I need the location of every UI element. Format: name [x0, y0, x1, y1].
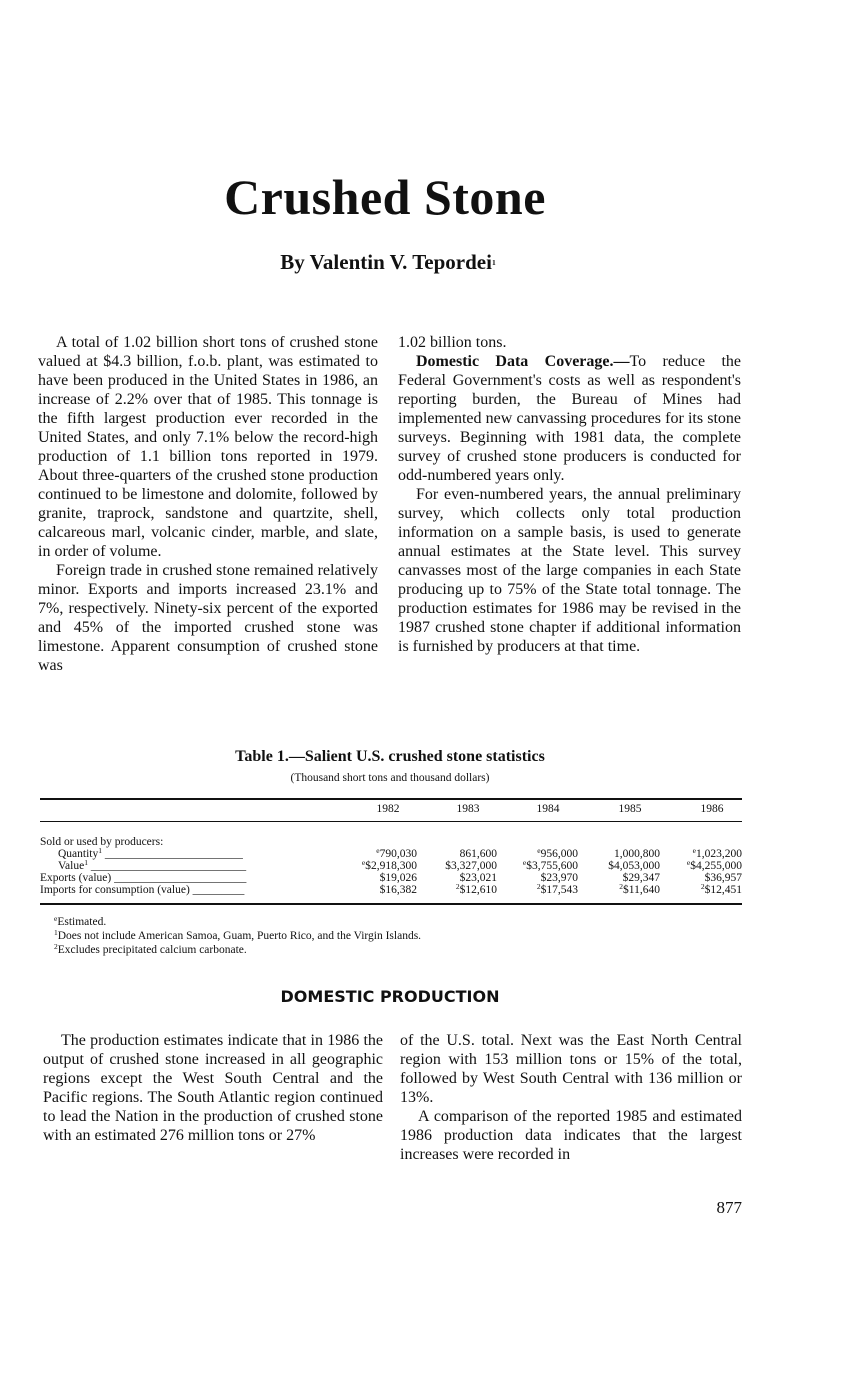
page-title: Crushed Stone	[224, 169, 546, 225]
table-footnote: $^2$Excludes precipitated calcium carbonate.	[54, 942, 247, 956]
table-footnote: $^e$Estimated.	[54, 914, 107, 928]
intro-continuation: 1.02 billion tons.	[398, 334, 507, 351]
table-cell: $36,957	[704, 872, 742, 884]
table-cell: $3,327,000	[445, 860, 497, 872]
section-heading: DOMESTIC PRODUCTION	[280, 987, 500, 1006]
coverage-paragraph	[398, 352, 741, 485]
table-cell: $^e$\$2,918,300	[361, 858, 417, 872]
table-row-label: Value$^1$ ___________________________	[58, 860, 247, 872]
coverage-heading: Domestic Data Coverage.—	[416, 353, 630, 370]
table-cell: $^2$\$11,640	[619, 882, 660, 896]
page-number: 877	[716, 1198, 742, 1217]
table-cell: 861,600	[459, 848, 497, 860]
production-continuation: of the U.S. total. Next was the East North Central region with 153 million tons or 15% of the total, followed by West South Central with 136 million or 13%.	[400, 1032, 742, 1106]
table-row-label: Exports (value) _______________________	[40, 872, 247, 884]
table-header-rule	[40, 821, 742, 822]
intro-left-column	[38, 333, 378, 675]
intro-right-column	[398, 333, 741, 656]
table-cell: $^2$\$12,451	[700, 882, 742, 896]
production-paragraph-2: A comparison of the reported 1985 and estimated 1986 production data indicates that the largest increases were recorded in	[400, 1108, 742, 1163]
year-header-1986: 1986	[700, 803, 724, 815]
table-subtitle: (Thousand short tons and thousand dollars)	[290, 772, 490, 784]
table-cell: $23,021	[459, 872, 497, 884]
year-header-1982: 1982	[376, 803, 400, 815]
table-cell: $^e$\$4,255,000	[686, 858, 742, 872]
table-title: Table 1.—Salient U.S. crushed stone statistics	[235, 748, 545, 765]
table-row-label: Quantity$^1$ ________________________	[58, 848, 243, 860]
table-cell: $19,026	[379, 872, 417, 884]
production-right-column	[400, 1031, 742, 1164]
table-cell: $^e$\$3,755,600	[522, 858, 578, 872]
byline-footnote-mark: 1	[491, 258, 496, 267]
table-row-label: Imports for consumption (value) _________	[40, 884, 245, 896]
production-paragraph-1: The production estimates indicate that in 1986 the output of crushed stone increased in all geographic regions except the West South Central and the Pacific regions. The South Atlantic region continued to lead the Nation in the production of crushed stone with an estimated 276 million tons or 27%	[43, 1032, 383, 1144]
table-top-rule	[40, 798, 742, 800]
table-cell: $^2$\$12,610	[455, 882, 497, 896]
table-cell: $^e$790,030	[376, 846, 417, 860]
table-bottom-rule	[40, 903, 742, 905]
table-cell: $4,053,000	[608, 860, 660, 872]
table-footnote: $^1$Does not include American Samoa, Guam, Puerto Rico, and the Virgin Islands.	[54, 928, 422, 942]
intro-paragraph-1: A total of 1.02 billion short tons of crushed stone valued at $4.3 billion, f.o.b. plant, was estimated to have been produced in the United States in 1986, an increase of 2.2% over that of 1985. This tonnage is the fifth largest production ever recorded in the United States, and only 7.1% below the record-high production of 1.1 billion tons reported in 1979. About three-quarters of the crushed stone production continued to be limestone and dolomite, followed by granite, traprock, sandstone and quartzite, shell, calcareous marl, volcanic cinder, marble, and slate, in order of volume.	[38, 334, 378, 560]
intro-paragraph-2: Foreign trade in crushed stone remained relatively minor. Exports and imports increased 23.1% and 7%, respectively. Ninety-six percent of the exported and 45% of the imported crushed stone was limestone. Apparent consumption of crushed stone was	[38, 562, 378, 674]
table-cell: $23,970	[540, 872, 578, 884]
table-cell: $29,347	[622, 872, 660, 884]
production-left-column	[43, 1031, 383, 1145]
byline-text: By Valentin V. Tepordei	[280, 250, 492, 274]
table-cell: $^e$1,023,200	[692, 846, 742, 860]
table-group-label: Sold or used by producers:	[40, 836, 164, 848]
year-header-1985: 1985	[618, 803, 642, 815]
year-header-1983: 1983	[456, 803, 480, 815]
table-cell: $^2$\$17,543	[536, 882, 578, 896]
year-header-1984: 1984	[536, 803, 560, 815]
table-cell: 1,000,800	[614, 848, 660, 860]
coverage-text: To reduce the Federal Government's costs as well as respondent's reporting burden, the Bureau of Mines had implemented new canvassing procedures for its stone surveys. Beginning with 1981 data, the complete survey of crushed stone producers is conducted for odd-numbered years only.	[398, 353, 741, 484]
survey-paragraph: For even-numbered years, the annual preliminary survey, which collects only total production information on a sample basis, is used to generate annual estimates at the State level. This survey canvasses most of the large companies in each State producing up to 75% of the State total tonnage. The production estimates for 1986 may be revised in the 1987 crushed stone chapter if additional information is furnished by producers at that time.	[398, 486, 741, 655]
byline	[0, 250, 776, 275]
table-cell: $^e$956,000	[537, 846, 578, 860]
table-cell: $16,382	[379, 884, 417, 896]
